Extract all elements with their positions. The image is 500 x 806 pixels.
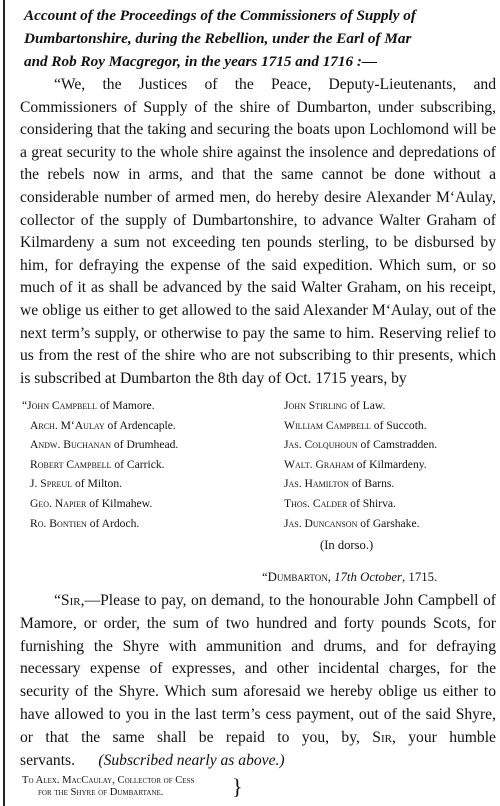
signatory: Jas. Hamilton of Barns. <box>284 477 395 491</box>
in-dorso-note: (In dorso.) <box>320 538 374 552</box>
page-title <box>24 4 494 73</box>
title-line-3: and Rob Roy Macgregor, in the years 1715 and 1716 :— <box>24 53 378 70</box>
address-line-1: To Alex. MacCaulay, Collector of Cess <box>22 775 195 786</box>
address-brace: } <box>232 774 243 799</box>
signatory: Andw. Buchanan of Drumhead. <box>30 438 179 452</box>
signatory: “John Campbell of Mamore. <box>22 399 155 412</box>
sir-closing: Sir <box>372 728 392 746</box>
signatory: Arch. M‘Aulay of Ardencaple. <box>30 418 176 432</box>
salutation: “Sir, <box>54 592 85 609</box>
signatory: Geo. Napier of Kilmahew. <box>30 496 153 510</box>
signatories-right-column <box>284 396 437 533</box>
margin-rule <box>3 0 5 806</box>
resolution-paragraph: “We, the Justices of the Peace, Deputy-Lieutenants, and Commissioners of Supply of the shire of Dumbarton, under subscribing, considering that the taking and securing the boats upon Lochlomond will be a great security to the whole shire against the insolence and depredations of the rebels now in arms, and that the same cannot be done without a considerable number of armed men, do hereby desire Alexander M‘Aulay, collector of the supply of Dumbartonshire, to advance Walter Graham of Kilmardeny a sum not exceeding ten pounds sterling, to be disbursed by him, for defraying the expense of the said expedition. Which sum, or so much of it as shall be advanced by the said Walter Graham, on his receipt, we oblige us either to get allowed to the said Alexander M‘Aulay, out of the next term’s supply, or otherwise to pay the same to him. Reserving relief to us from the rest of the shire who are not subscribing to thir presents, which is subscribed at Dumbarton the 8th day of Oct. 1715 years, by <box>20 76 496 387</box>
signatory: Robert Campbell of Carrick. <box>30 457 165 471</box>
signatory: William Campbell of Succoth. <box>284 418 427 432</box>
signatory: Jas. Colquhoun of Camstradden. <box>284 438 438 452</box>
subscription-note: (Subscribed nearly as above.) <box>98 751 285 769</box>
signatory: Walt. Graham of Kilmardeny. <box>284 457 427 471</box>
signatories-left-column <box>22 396 178 533</box>
address-line-2: for the Shyre of Dumbartane. <box>38 787 164 798</box>
letter-paragraph <box>20 590 496 772</box>
letter-dateline: “Dumbarton, 17th October, 1715. <box>262 570 438 584</box>
letter-body: —Please to pay, on demand, to the honourable John Campbell of Mamore, or order, the sum of two hundred and forty pounds Scots, for furnishing the Shyre with ammunition and drums, and for defraying necessary expense of expresses, and other incidental charges, for the security of the Shyre. Which sum aforesaid we hereby oblige us either to have allowed to you in the last term’s cess payment, out of the said Shyre, or that the same shall be repaid to you, by, <box>20 592 496 746</box>
signatory: J. Spreul of Milton. <box>30 477 123 491</box>
signatory: John Stirling of Law. <box>284 399 386 412</box>
signatory: Ro. Bontien of Ardoch. <box>30 516 140 530</box>
letter-closing: , your humble servants. <box>20 728 496 769</box>
signatory: Jas. Duncanson of Garshake. <box>284 516 420 530</box>
signatory: Thos. Calder of Shirva. <box>284 496 396 510</box>
letter-address <box>22 775 194 799</box>
title-line-2: Dumbartonshire, during the Rebellion, under the Earl of Mar <box>24 30 412 47</box>
title-line-1: Account of the Proceedings of the Commissioners of Supply of <box>24 7 416 24</box>
